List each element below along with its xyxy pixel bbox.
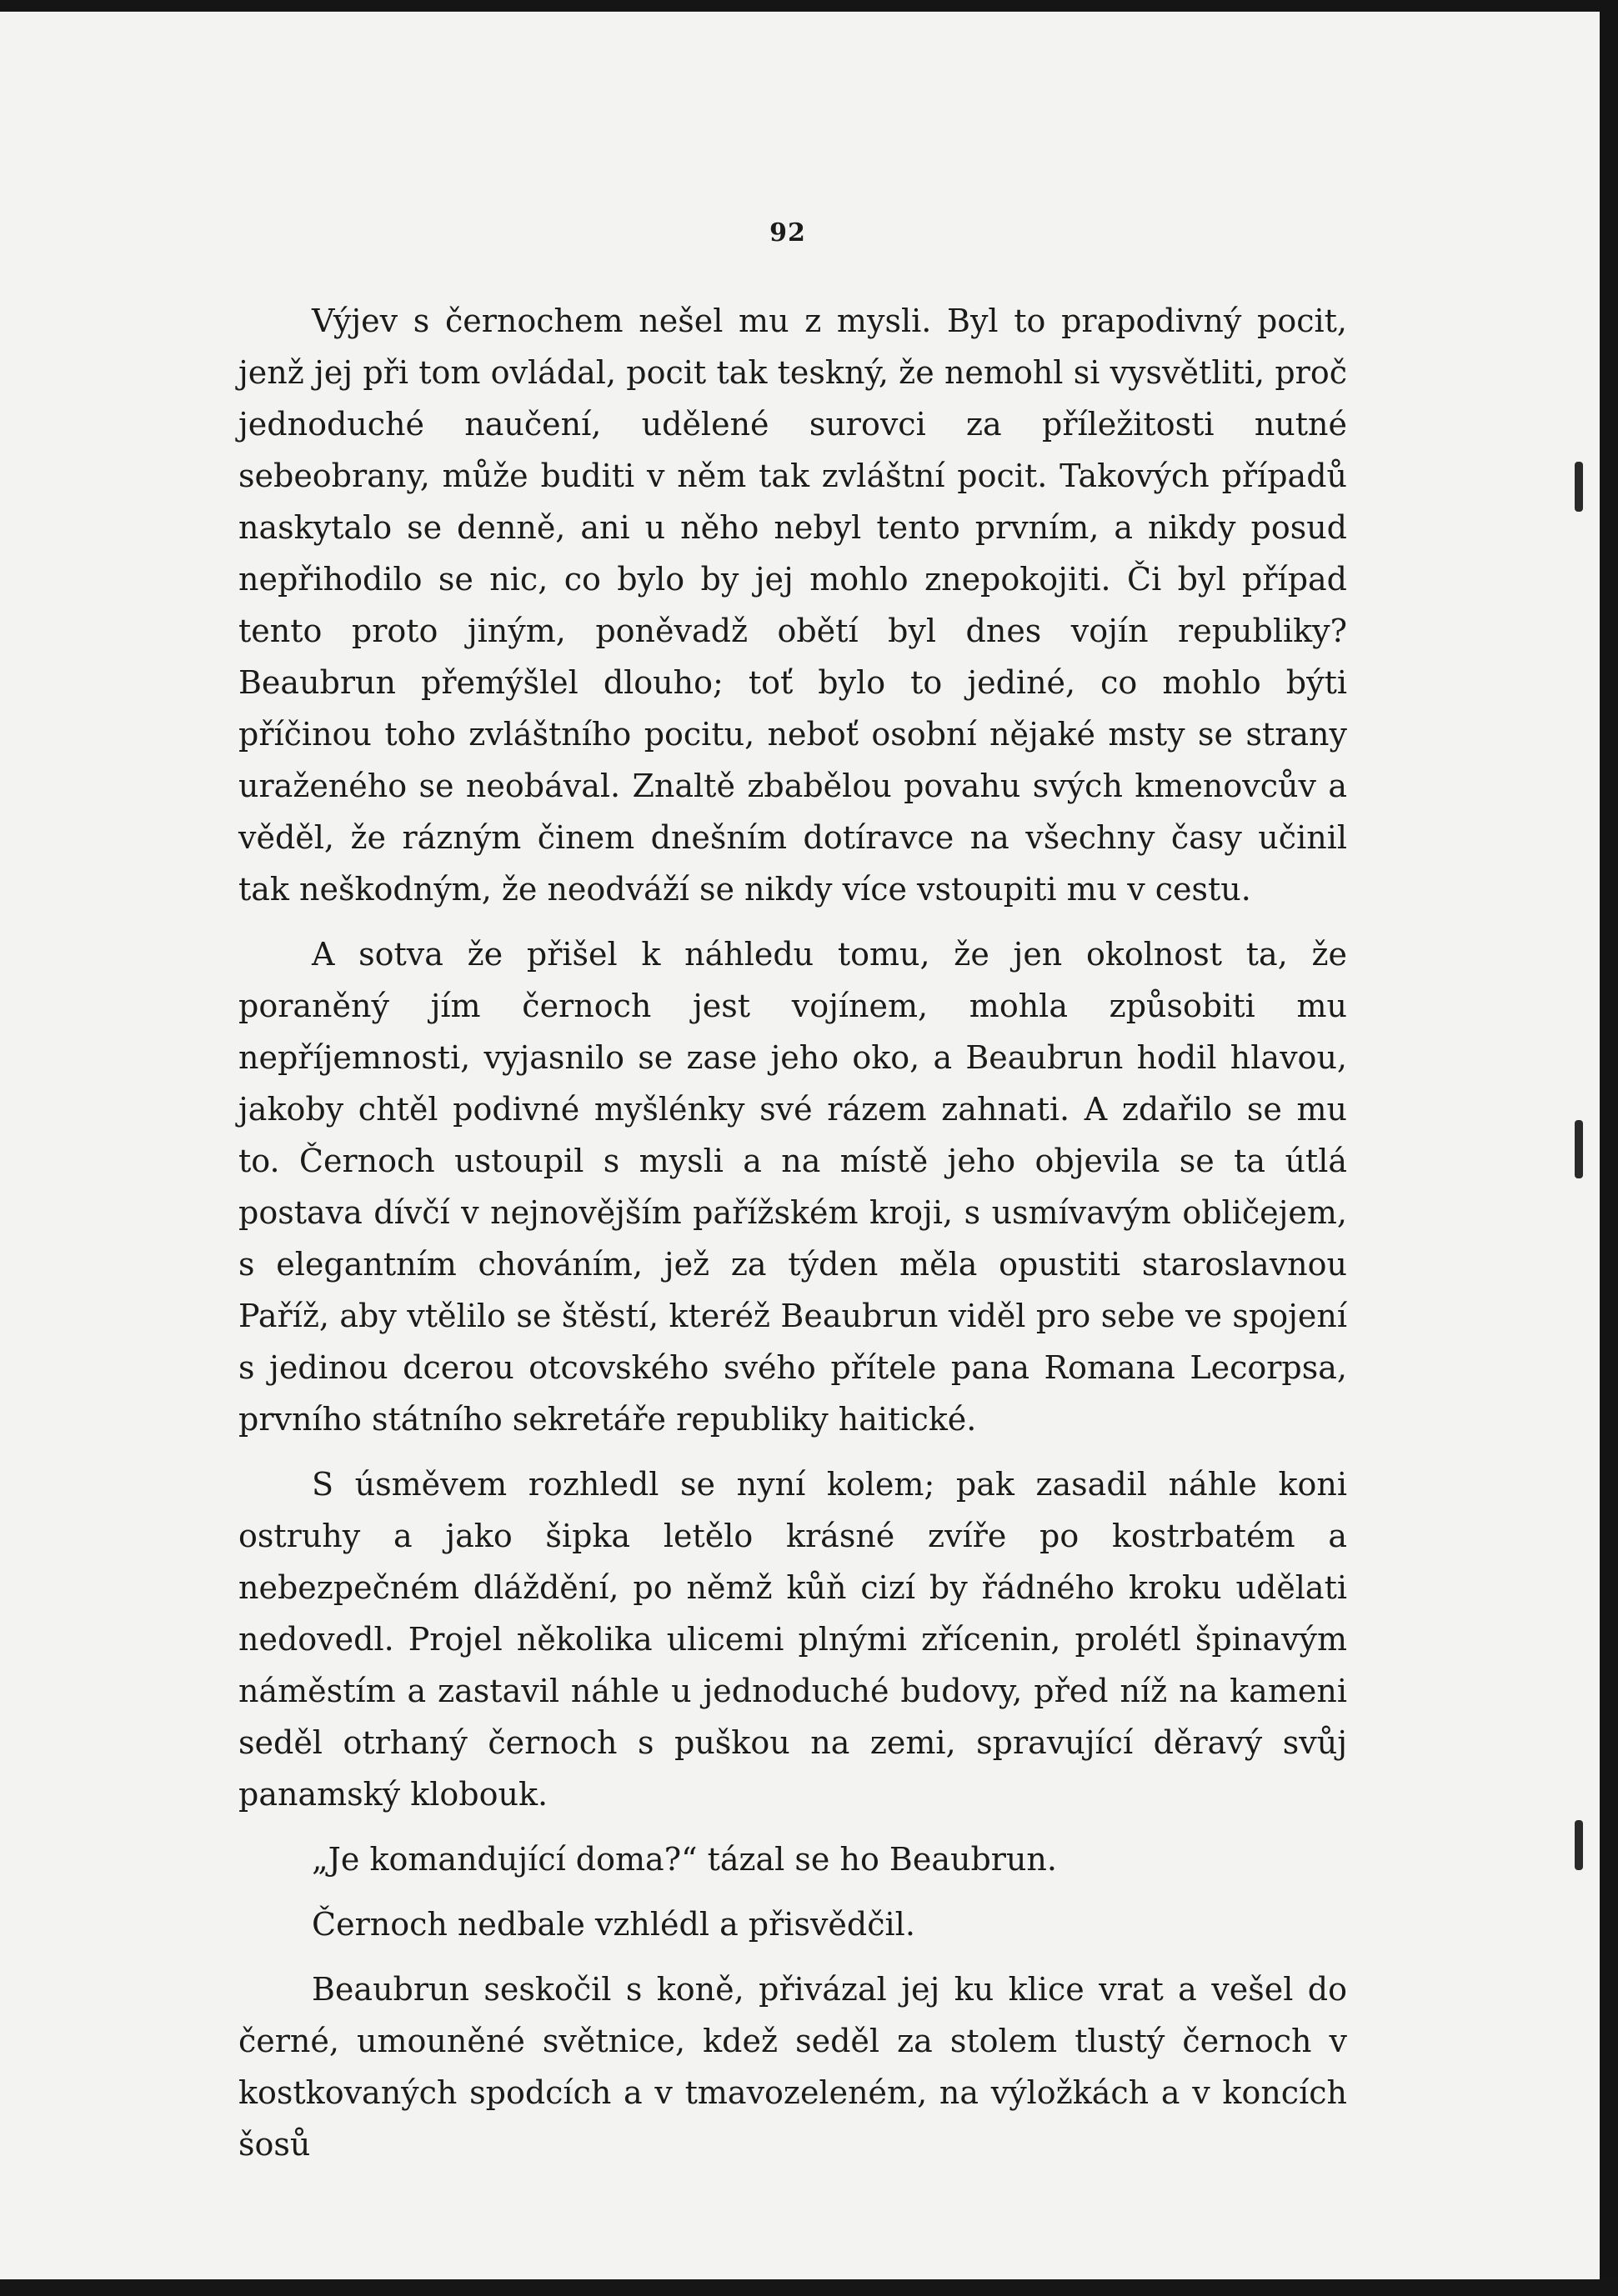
paragraph: Beaubrun seskočil s koně, přivázal jej ku klice vrat a vešel do černé, umouněné světnice, kdež seděl za stolem tlustý černoch v kostkovaných spodcích a v tmavozeleném, na výložkách a v koncích šosů <box>238 1971 1347 2163</box>
paragraph: A sotva že přišel k náhledu tomu, že jen okolnost ta, že poraněný jím černoch jest vojínem, mohla způsobiti mu nepříjemnosti, vyjasnilo se zase jeho oko, a Beaubrun hodil hlavou, jakoby chtěl podivné myšlénky své rázem zahnati. A zdařilo se mu to. Černoch ustoupil s mysli a na místě jeho objevila se ta útlá postava dívčí v nejnovějším pařížském kroji, s usmívavým obličejem, s elegantním chováním, jež za týden měla opustiti staroslavnou Paříž, aby vtělilo se štěstí, kteréž Beaubrun viděl pro sebe ve spojení s jedinou dcerou otcovského svého přítele pana Romana Lecorpsa, prvního státního sekretáře republiky haitické. <box>238 936 1347 1438</box>
book-page <box>0 12 1600 2279</box>
body-text <box>238 295 1347 2183</box>
paragraph: Výjev s černochem nešel mu z mysli. Byl to prapodivný pocit, jenž jej při tom ovládal, pocit tak teskný, že nemohl si vysvětliti, proč jednoduché naučení, udělené surovci za příležitosti nutné sebeobrany, může buditi v něm tak zvláštní pocit. Takových případů naskytalo se denně, ani u něho nebyl tento prvním, a nikdy posud nepřihodilo se nic, co bylo by jej mohlo znepokojiti. Či byl případ tento proto jiným, poněvadž obětí byl dnes vojín republiky? Beaubrun přemýšlel dlouho; toť bylo to jediné, co mohlo býti příčinou toho zvláštního pocitu, neboť osobní nějaké msty se strany uraženého se neobával. Znaltě zbabělou povahu svých kmenovcův a věděl, že rázným činem dnešním dotíravce na všechny časy učinil tak neškodným, že neodváží se nikdy více vstoupiti mu v cestu. <box>238 303 1347 908</box>
scan-border-bottom <box>0 2279 1618 2296</box>
page-number: 92 <box>769 218 806 248</box>
paragraph: S úsměvem rozhledl se nyní kolem; pak zasadil náhle koni ostruhy a jako šipka letělo krásné zvíře po kostrbatém a nebezpečném dláždění, po němž kůň cizí by řádného kroku udělati nedovedl. Projel několika ulicemi plnými zřícenin, prolétl špinavým náměstím a zastavil náhle u jednoduché budovy, před níž na kameni seděl otrhaný černoch s puškou na zemi, spravující děravý svůj panamský klobouk. <box>238 1466 1347 1813</box>
scan-border-top <box>0 0 1618 12</box>
scan-border-right <box>1600 0 1618 2296</box>
paragraph: „Je komandující doma?“ tázal se ho Beaubrun. <box>312 1841 1057 1878</box>
binding-mark <box>1575 462 1583 512</box>
paragraph: Černoch nedbale vzhlédl a přisvědčil. <box>312 1906 915 1943</box>
binding-mark <box>1575 1120 1583 1178</box>
binding-mark <box>1575 1820 1583 1870</box>
